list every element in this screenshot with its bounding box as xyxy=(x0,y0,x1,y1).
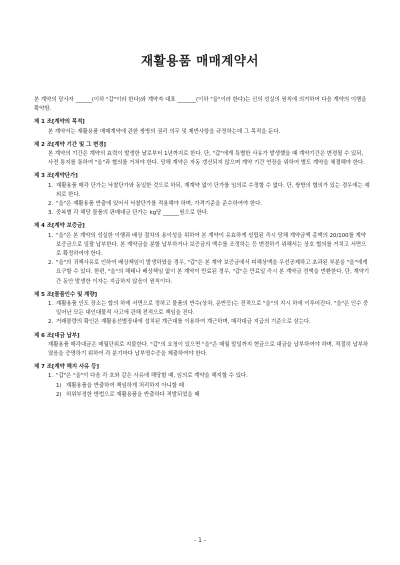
article-heading: 제 7 조[계약 해지 사유 등] xyxy=(34,364,99,371)
article-heading: 제 6 조[대금 납부] xyxy=(34,332,80,339)
item-text: "을"은 재활용품 반출에 있어서 낙찰단가를 적용해야 하며, 가격기준을 준수하여야 한다. xyxy=(56,201,263,208)
article-item xyxy=(34,372,370,381)
article-heading: 제 2 조[계약 기간 및 그 변경] xyxy=(34,141,107,148)
article-item xyxy=(34,232,370,260)
article-paragraph: 본 계약서는 재활용품 매매계약에 관한 쌍방의 권리 의무 및 제반사항을 규정하는데 그 목적을 둔다. xyxy=(48,128,281,135)
article-heading: 제 5 조[물품인수 및 계량] xyxy=(34,291,98,298)
subitem-number: 2) xyxy=(56,391,62,398)
article-item xyxy=(34,318,370,327)
article-6 xyxy=(34,332,370,360)
article-item xyxy=(34,182,370,200)
subitem-number: 1) xyxy=(56,382,62,389)
article-3 xyxy=(34,172,370,218)
item-text: "을"은 본 계약의 성실한 이행과 배상 절차의 용이성을 위하여 본 계약이 유효하게 성립된 즉시 당해 계약금액 총액의 20/100를 계약 보증금으로 일괄 납부한다. 본 계약금을 분할 납부하거나 보증금의 액수를 조정하는 등 변경하기 위해서는 상호 협의를 거치고 서면으로 확정하여야 한다. xyxy=(56,232,367,258)
item-text: "을"의 귀책사유로 인하여 배상책임이 발생하였을 경우, "갑"은 본 계약 보증금에서 피해상액을 우선공제하고 초과된 부분을 "을"에게 요구할 수 있다. 한편, "을"의 해태나 배상책임 없이 본 계약이 만료된 경우, "갑"은 만료일 즉시 본 계약금 전액을 반환한다. 단, 계약기간 동안 발생한 이자는 지급하지 않음이 원칙이다. xyxy=(56,260,370,285)
item-number: 1. xyxy=(48,232,54,239)
subitem-text: 허위부정한 방법으로 재활용품을 반출하다 적발되었을 때 xyxy=(66,391,200,398)
item-number: 3. xyxy=(48,210,54,217)
subitem-text: 재활용품을 반출하여 책임하게 처리하지 아니할 때 xyxy=(66,382,184,389)
article-item xyxy=(34,200,370,209)
article-paragraph: 재활용품 매각대금은 매월단위로 지불한다. "갑"의 요청이 있으면 "을"은 매월 말일까지 현금으로 대금을 납부하여야 하며, 적절히 납부하였음을 증명하기 위하여 각 분기마다 납부영수증을 제출하여야 한다. xyxy=(48,341,369,358)
item-text: 재활용품 매각 단가는 낙찰단가와 동일한 것으로 하되, 재계약 없이 단가를 임의로 수정할 수 없다. 단, 쌍방의 협의가 있는 경우에는 예외로 한다. xyxy=(56,182,370,198)
article-heading: 제 1 조[계약의 목적] xyxy=(34,119,85,126)
document-body xyxy=(34,96,370,400)
item-number: 1. xyxy=(48,301,54,308)
article-paragraph: 본 계약의 기간은 계약의 효력이 발생한 날로부터 1년까지로 한다. 단, "갑"에게 특별한 사유가 발생했을 때 계약기간은 변경될 수 있되, 사전 통지를 통하여 "을"과 협의를 거쳐야 한다. 당해 계약은 자동 갱신되지 않으며 계약 기간 연장을 위하여 별도 계약을 체결해야 한다. xyxy=(48,151,365,167)
item-text: "갑"은 "을"이 다음 각 호와 같은 사유에 해당할 때, 임의로 계약을 해지할 수 있다. xyxy=(56,373,248,380)
item-number: 2. xyxy=(48,319,54,326)
intro-paragraph: 본 계약의 당사자 ______(이하 "갑"이라 한다)와 계약자 대표 _______(이하 "을"이라 한다)는 신의 성실의 원칙에 의거하여 다음 계약의 이행을 확약함. xyxy=(34,97,367,113)
article-2 xyxy=(34,141,370,169)
item-text: 재활용품 인도 장소는 합의 하에 서면으로 정하고 물품의 반수(상차, 운반등)는 전적으로 "을"의 지시 하에 이루어진다. "을"은 인수 중 일어난 모든 대인대물적 사고에 관해 전적으로 책임을 진다. xyxy=(56,301,369,317)
item-number: 2. xyxy=(48,201,54,208)
article-item xyxy=(34,209,370,218)
article-1 xyxy=(34,118,370,136)
article-heading: 제 4 조[계약 보증금] xyxy=(34,223,85,230)
item-text: 중복별 각 해당 물품의 판매대금 단가는 kg당 ______원으로 한다. xyxy=(56,210,209,217)
item-number: 2. xyxy=(48,260,54,267)
item-number: 1. xyxy=(48,182,54,189)
article-subitem xyxy=(34,391,370,400)
article-item xyxy=(34,300,370,318)
article-4 xyxy=(34,222,370,286)
item-text: 거래물량의 확인은 재활용선별장내에 설치된 계근대를 이용하여 계근하며, 매각대금 지급의 기준으로 삼는다. xyxy=(56,319,311,326)
article-5 xyxy=(34,291,370,328)
article-heading: 제 3 조[계약단가] xyxy=(34,173,78,180)
item-number: 1. xyxy=(48,373,54,380)
article-item xyxy=(34,259,370,287)
article-7 xyxy=(34,363,370,400)
article-subitem xyxy=(34,382,370,391)
page-number: - 1 - xyxy=(194,537,206,544)
document-title: 재활용품 매매계약서 xyxy=(140,53,260,68)
